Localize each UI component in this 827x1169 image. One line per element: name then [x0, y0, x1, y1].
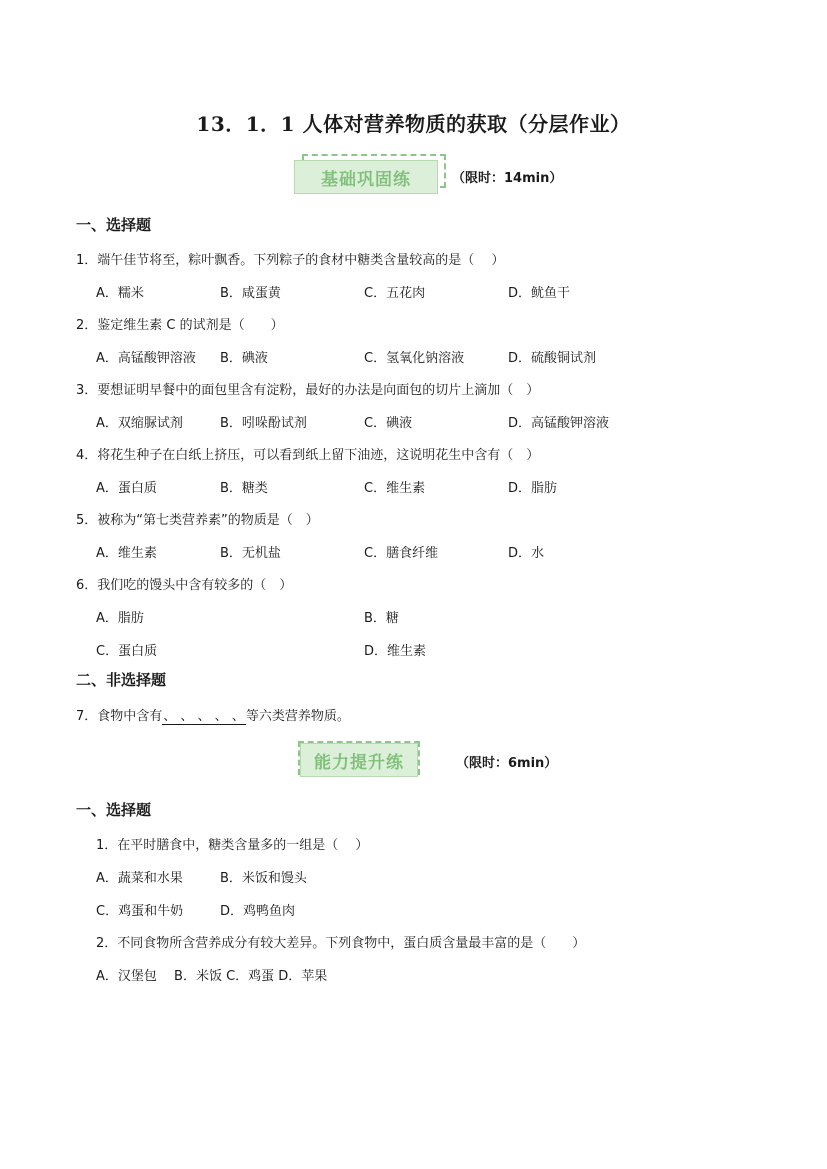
q4-option-d: D．脂肪 [508, 481, 558, 496]
q6-option-a: A．脂肪 [96, 611, 144, 626]
q5-option-b: B．无机盐 [220, 546, 281, 561]
q3-option-c: C．碘液 [364, 416, 413, 431]
question-7 [76, 705, 350, 725]
q5-option-a: A．维生素 [96, 546, 157, 561]
advanced-question-1: 1．在平时膳食中，糖类含量多的一组是（ ） [96, 838, 369, 853]
q5-option-c: C．膳食纤维 [364, 546, 439, 561]
section-choice-basic: 一、选择题 [76, 216, 152, 234]
q4-option-a: A．蛋白质 [96, 481, 157, 496]
adv-q1-option-d: D．鸡鸭鱼肉 [220, 904, 296, 919]
q7-blank: 、 、 、 、 、 [162, 705, 246, 725]
question-1: 1．端午佳节将至，粽叶飘香。下列粽子的食材中糖类含量较高的是（ ） [76, 253, 505, 268]
q2-option-c: C．氢氧化钠溶液 [364, 351, 465, 366]
badge-advanced [298, 741, 448, 781]
q3-option-b: B．吲哚酚试剂 [220, 416, 307, 431]
q1-option-c: C．五花肉 [364, 286, 426, 301]
q7-suffix: 等六类营养物质。 [245, 709, 350, 724]
q7-prefix: 7．食物中含有 [76, 709, 163, 724]
q5-option-d: D．水 [508, 546, 545, 561]
q2-option-b: B．碘液 [220, 351, 268, 366]
adv-q1-option-c: C．鸡蛋和牛奶 [96, 904, 184, 919]
adv-q1-option-b: B．米饭和馒头 [220, 871, 307, 886]
question-2: 2．鉴定维生素 C 的试剂是（ ） [76, 318, 284, 333]
badge-advanced-label: 能力提升练 [300, 743, 418, 777]
adv-q2-options: A．汉堡包 B．米饭 C．鸡蛋 D．苹果 [96, 969, 328, 984]
document-title: 13．1．1 人体对营养物质的获取（分层作业） [196, 112, 631, 136]
time-limit-advanced: （限时：6min） [456, 756, 558, 771]
time-limit-basic: （限时：14min） [452, 171, 563, 186]
q1-option-a: A．糯米 [96, 286, 144, 301]
badge-basic [294, 156, 454, 196]
q3-option-a: A．双缩脲试剂 [96, 416, 183, 431]
question-5: 5．被称为“第七类营养素”的物质是（ ） [76, 513, 319, 528]
advanced-question-2: 2．不同食物所含营养成分有较大差异。下列食物中，蛋白质含量最丰富的是（ ） [96, 936, 586, 951]
q2-option-a: A．高锰酸钾溶液 [96, 351, 196, 366]
question-6: 6．我们吃的馒头中含有较多的（ ） [76, 578, 293, 593]
question-3: 3．要想证明早餐中的面包里含有淀粉，最好的办法是向面包的切片上滴加（ ） [76, 383, 540, 398]
q4-option-b: B．糖类 [220, 481, 268, 496]
badge-basic-label: 基础巩固练 [294, 160, 438, 194]
q1-option-b: B．咸蛋黄 [220, 286, 281, 301]
q4-option-c: C．维生素 [364, 481, 426, 496]
q6-option-d: D．维生素 [364, 644, 427, 659]
question-4: 4．将花生种子在白纸上挤压，可以看到纸上留下油迹，这说明花生中含有（ ） [76, 448, 540, 463]
q2-option-d: D．硫酸铜试剂 [508, 351, 597, 366]
adv-q1-option-a: A．蔬菜和水果 [96, 871, 183, 886]
q6-option-c: C．蛋白质 [96, 644, 158, 659]
q6-option-b: B．糖 [364, 611, 399, 626]
section-choice-advanced: 一、选择题 [76, 801, 152, 819]
q1-option-d: D．鱿鱼干 [508, 286, 571, 301]
section-nonchoice-basic: 二、非选择题 [76, 671, 167, 689]
q3-option-d: D．高锰酸钾溶液 [508, 416, 610, 431]
